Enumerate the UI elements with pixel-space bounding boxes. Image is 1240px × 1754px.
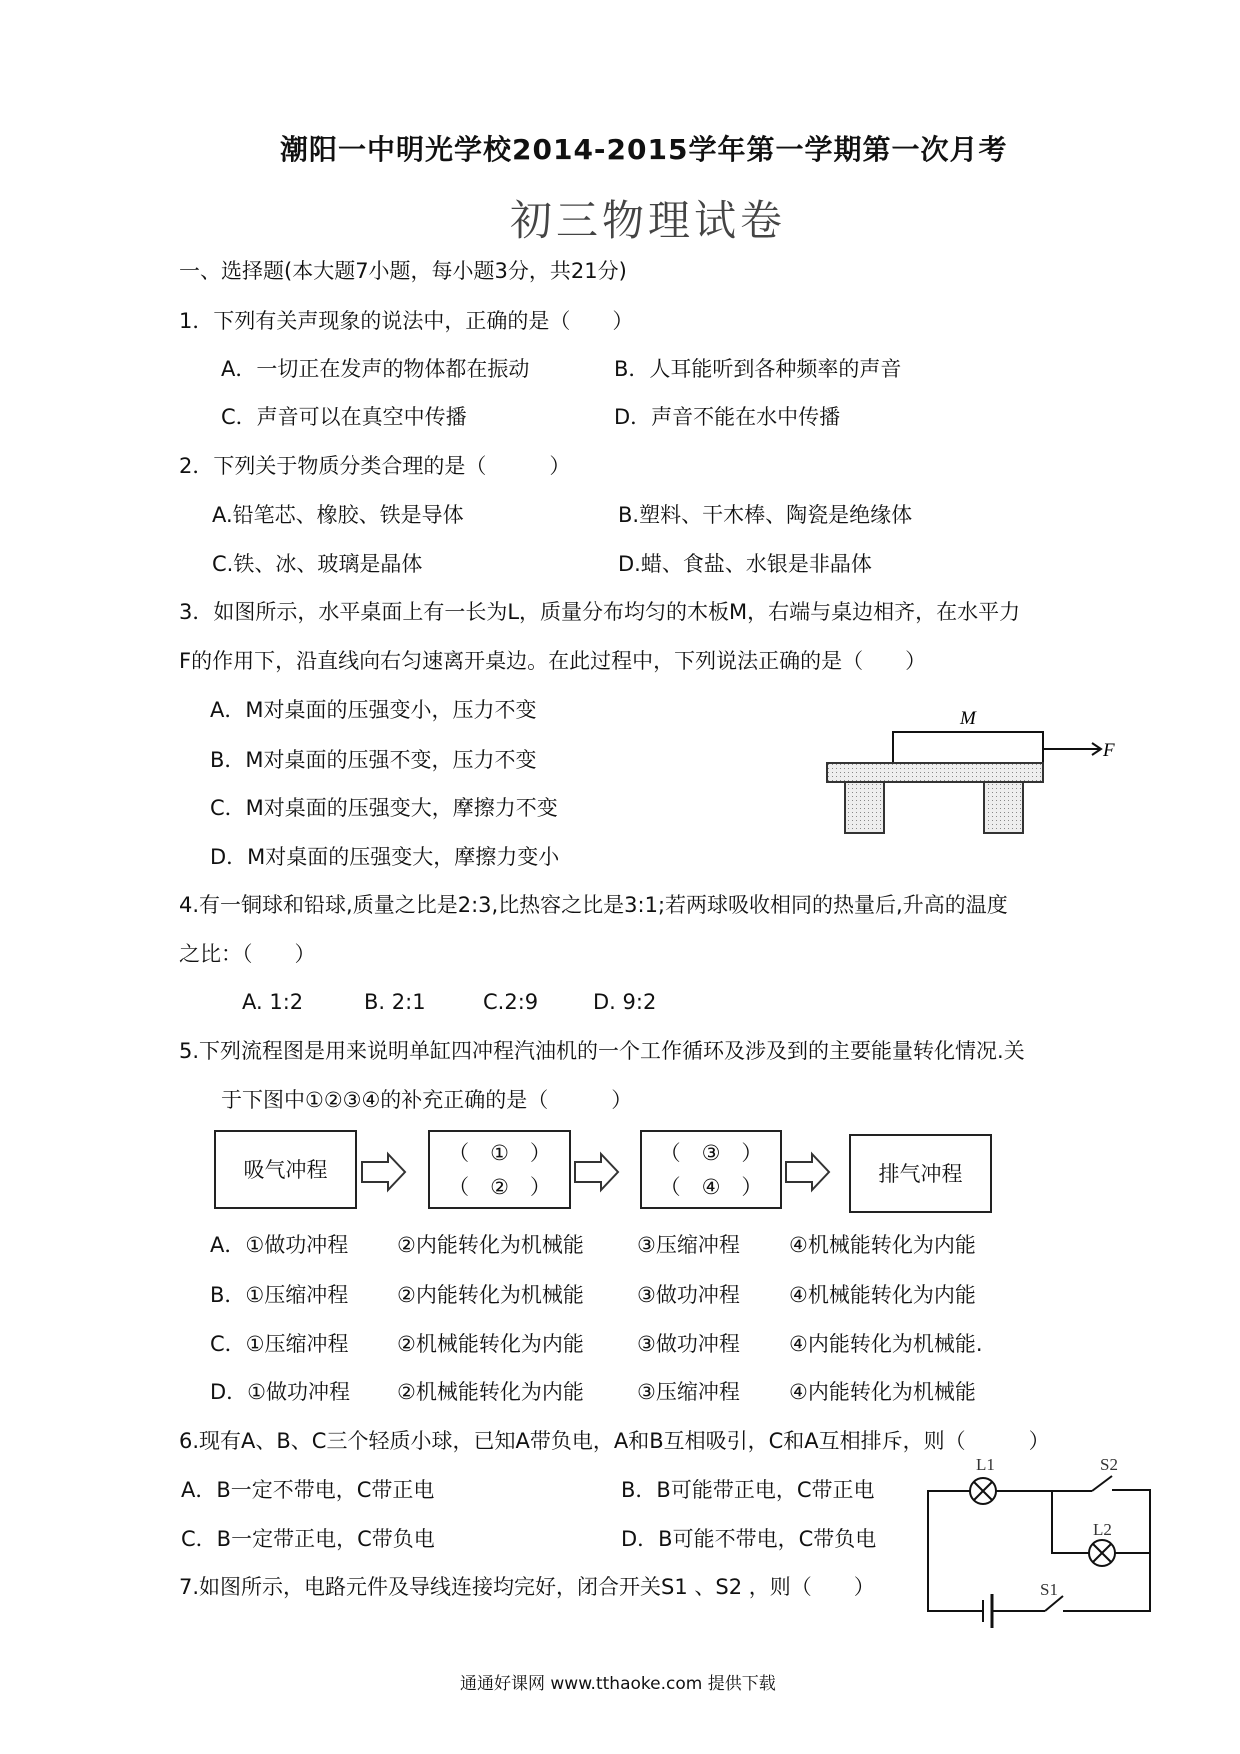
table-leg-left — [845, 782, 884, 833]
q2-stem: 2．下列关于物质分类合理的是（ ） — [179, 454, 571, 478]
flow-arrow-icon — [362, 1154, 405, 1190]
q3-option-d: D．M对桌面的压强变大，摩擦力变小 — [210, 845, 560, 869]
label-m: M — [960, 708, 976, 729]
q4-stem-line1: 4.有一铜球和铅球,质量之比是2:3,比热容之比是3:1;若两球吸收相同的热量后,升高的温度 — [179, 893, 1008, 917]
q3-stem-line2: F的作用下，沿直线向右匀速离开桌边。在此过程中，下列说法正确的是（ ） — [179, 649, 927, 673]
q5-option-d-2: ②机械能转化为内能 — [397, 1380, 584, 1404]
q6-option-d: D．B可能不带电，C带负电 — [621, 1527, 877, 1551]
circuit-figure — [928, 1476, 1150, 1628]
q2-option-b: B.塑料、干木棒、陶瓷是绝缘体 — [618, 503, 913, 527]
switch-s2 — [1092, 1476, 1112, 1491]
label-l1: L1 — [976, 1455, 995, 1474]
q4-stem-line2: 之比：（ ） — [179, 942, 316, 966]
footer-source: 通通好课网 www.tthaoke.com 提供下载 — [460, 1674, 776, 1694]
q4-option-d: D. 9:2 — [593, 990, 657, 1014]
q1-stem: 1．下列有关声现象的说法中，正确的是（ ） — [179, 309, 634, 333]
q5-option-b-4: ④机械能转化为内能 — [789, 1283, 976, 1307]
label-s2: S2 — [1100, 1455, 1118, 1474]
q4-option-a: A. 1:2 — [242, 990, 304, 1014]
flow-box-exhaust — [849, 1134, 992, 1213]
q5-option-a-3: ③压缩冲程 — [637, 1233, 740, 1257]
q3-option-a: A．M对桌面的压强变小，压力不变 — [210, 698, 537, 722]
flow-box-2 — [428, 1130, 571, 1209]
q6-option-b: B．B可能带正电，C带正电 — [621, 1478, 875, 1502]
table-figure — [827, 708, 1115, 833]
flow-arrow-icon — [575, 1154, 618, 1190]
q5-stem-line1: 5.下列流程图是用来说明单缸四冲程汽油机的一个工作循环及涉及到的主要能量转化情况.关 — [179, 1039, 1025, 1063]
label-s1: S1 — [1040, 1580, 1058, 1599]
page-title: 潮阳一中明光学校2014-2015学年第一学期第一次月考 — [280, 133, 1008, 166]
table-top — [827, 763, 1043, 782]
flow-arrow-icon — [786, 1154, 829, 1190]
q3-option-c: C．M对桌面的压强变大，摩擦力不变 — [210, 796, 558, 820]
q5-stem-line2: 于下图中①②③④的补充正确的是（ ） — [221, 1088, 633, 1112]
q4-option-b: B. 2:1 — [364, 990, 426, 1014]
q5-option-a-2: ②内能转化为机械能 — [397, 1233, 584, 1257]
q5-option-b-1: B．①压缩冲程 — [210, 1283, 349, 1307]
flow-box-label: 排气冲程 — [878, 1161, 963, 1186]
q6-option-a: A．B一定不带电，C带正电 — [181, 1478, 435, 1502]
blank-1: （ ① ） — [448, 1140, 551, 1165]
label-l2: L2 — [1093, 1520, 1112, 1539]
q5-option-a-1: A．①做功冲程 — [210, 1233, 349, 1257]
q1-option-d: D．声音不能在水中传播 — [614, 405, 841, 429]
q1-option-c: C．声音可以在真空中传播 — [221, 405, 467, 429]
q5-option-a-4: ④机械能转化为内能 — [789, 1233, 976, 1257]
q5-option-b-2: ②内能转化为机械能 — [397, 1283, 584, 1307]
table-leg-right — [984, 782, 1023, 833]
q5-option-d-1: D．①做功冲程 — [210, 1380, 350, 1404]
q7-stem: 7.如图所示，电路元件及导线连接均完好，闭合开关S1 、S2 ，则（ ） — [179, 1575, 875, 1599]
q3-stem-line1: 3．如图所示，水平桌面上有一长为L，质量分布均匀的木板M，右端与桌边相齐，在水平力 — [179, 600, 1021, 624]
q5-option-c-2: ②机械能转化为内能 — [397, 1332, 584, 1356]
section-heading: 一、选择题(本大题7小题，每小题3分，共21分) — [179, 259, 627, 283]
q6-option-c: C．B一定带正电，C带负电 — [181, 1527, 435, 1551]
circuit-labels — [976, 1455, 1118, 1599]
q2-option-d: D.蜡、食盐、水银是非晶体 — [618, 552, 872, 576]
flow-box-label: 吸气冲程 — [243, 1157, 328, 1182]
q1-option-b: B．人耳能听到各种频率的声音 — [614, 357, 902, 381]
q5-option-d-4: ④内能转化为机械能 — [789, 1380, 976, 1404]
board-m — [893, 732, 1043, 763]
q3-option-b: B．M对桌面的压强不变，压力不变 — [210, 748, 537, 772]
q1-option-a: A．一切正在发声的物体都在振动 — [221, 357, 530, 381]
blank-3: （ ③ ） — [659, 1140, 763, 1165]
q5-option-c-3: ③做功冲程 — [637, 1332, 740, 1356]
blank-4: （ ④ ） — [659, 1174, 763, 1199]
q4-option-c: C.2:9 — [483, 990, 539, 1014]
flow-box-3 — [640, 1130, 782, 1209]
label-f: F — [1103, 740, 1115, 761]
page-subtitle: 初三物理试卷 — [510, 196, 787, 245]
flow-box-intake — [214, 1130, 357, 1209]
q5-option-c-1: C．①压缩冲程 — [210, 1332, 349, 1356]
q2-option-a: A.铅笔芯、橡胶、铁是导体 — [212, 503, 464, 527]
q5-option-b-3: ③做功冲程 — [637, 1283, 740, 1307]
q5-option-c-4: ④内能转化为机械能. — [789, 1332, 983, 1356]
q5-option-d-3: ③压缩冲程 — [637, 1380, 740, 1404]
q6-stem: 6.现有A、B、C三个轻质小球，已知A带负电，A和B互相吸引，C和A互相排斥，则（ ） — [179, 1429, 1050, 1453]
blank-2: （ ② ） — [448, 1174, 551, 1199]
q2-option-c: C.铁、冰、玻璃是晶体 — [212, 552, 423, 576]
